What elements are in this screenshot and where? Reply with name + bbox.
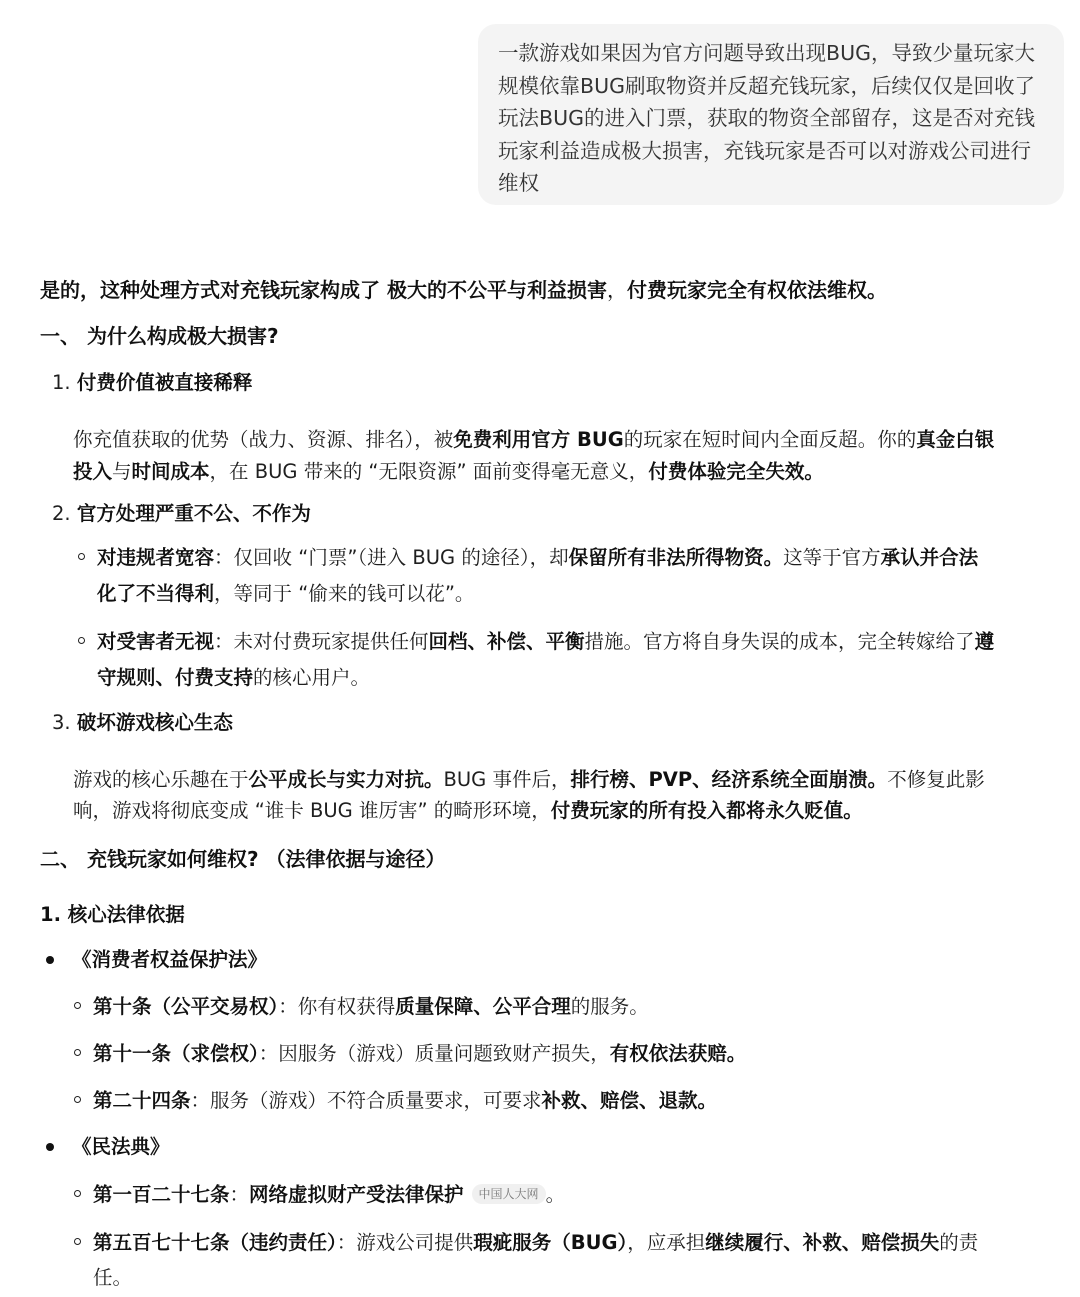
text: 时间成本 xyxy=(131,460,210,483)
text: 与 xyxy=(112,460,132,483)
text: 响，游戏将彻底变成 “谁卡 BUG 谁厉害” 的畸形环境， xyxy=(73,799,551,822)
intro-bold-2: 付费玩家完全有权依法维权。 xyxy=(626,278,887,302)
item1-paragraph-line xyxy=(73,458,824,486)
user-message-line: 规模依靠BUG刷取物资并反超充钱玩家，后续仅仅是回收了 xyxy=(498,73,1035,98)
item1-number: 1. xyxy=(52,371,71,394)
text: 投入 xyxy=(73,460,113,483)
text: 对受害者无视 xyxy=(97,630,215,653)
text: 公平成长与实力对抗。 xyxy=(248,768,444,791)
text: 继续履行、补救、赔偿损失 xyxy=(705,1231,940,1254)
text: ：游戏公司提供 xyxy=(336,1231,474,1254)
item2-heading xyxy=(52,500,311,528)
item3-paragraph-line xyxy=(73,797,863,825)
text: ： xyxy=(229,1183,250,1206)
law2-article-2 xyxy=(93,1229,978,1257)
item3-heading xyxy=(52,709,233,737)
text: 补救、赔偿、退款。 xyxy=(541,1089,718,1112)
law2-article-2-cont: 任。 xyxy=(93,1266,133,1289)
text: ：未对付费玩家提供任何 xyxy=(214,630,429,653)
section2-subheading: 1. 核心法律依据 xyxy=(40,903,185,926)
item2-subpoint-1-cont xyxy=(97,580,474,608)
text: 的责 xyxy=(939,1231,979,1254)
text: 质量保障、公平合理 xyxy=(395,995,571,1018)
item2-subpoint-2-cont xyxy=(97,664,370,692)
text: BUG 事件后， xyxy=(443,768,571,791)
text: 付费体验完全失效。 xyxy=(648,460,824,483)
text: 对违规者宽容 xyxy=(97,546,215,569)
text: 你充值获取的优势（战力、资源、排名），被 xyxy=(73,428,454,451)
text: 回档、补偿、平衡 xyxy=(428,630,585,653)
item1-paragraph-line xyxy=(73,426,994,454)
text: ：服务（游戏）不符合质量要求，可要求 xyxy=(190,1089,542,1112)
text: 第十条（公平交易权） xyxy=(93,995,279,1018)
item3-paragraph-line xyxy=(73,766,985,794)
text: 遵 xyxy=(974,630,995,653)
text: 守规则、付费支持 xyxy=(97,666,254,689)
text: ：仅回收 “门票”（进入 BUG 的途径），却 xyxy=(214,546,569,569)
text: 承认并合法 xyxy=(880,546,979,569)
text: ，应承担 xyxy=(627,1231,706,1254)
bullet-dot xyxy=(46,1143,54,1151)
text: 真金白银 xyxy=(916,428,995,451)
intro-bold: 是的，这种处理方式对充钱玩家构成了 极大的不公平与利益损害 xyxy=(40,278,607,302)
sub-bullet-circle xyxy=(78,553,85,560)
text: 的核心用户。 xyxy=(253,666,371,689)
sub-bullet-circle xyxy=(74,1096,81,1103)
law1-article-1 xyxy=(93,993,649,1021)
sub-bullet-circle xyxy=(74,1049,81,1056)
text: 瑕疵服务（BUG） xyxy=(473,1231,628,1254)
text: 的服务。 xyxy=(570,995,649,1018)
law2-name: 《民法典》 xyxy=(72,1135,170,1158)
text: 第一百二十七条 xyxy=(93,1183,230,1206)
source-citation-chip[interactable]: 中国人大网 xyxy=(472,1184,546,1204)
item3-number: 3. xyxy=(52,711,71,734)
text: 排行榜、PVP、经济系统全面崩溃。 xyxy=(570,768,888,791)
intro-comma: ， xyxy=(606,278,627,302)
user-message-line: 玩家利益造成极大损害，充钱玩家是否可以对游戏公司进行 xyxy=(498,138,1031,163)
section2-heading: 二、 充钱玩家如何维权? （法律依据与途径） xyxy=(40,847,446,871)
text: 措施。官方将自身失误的成本，完全转嫁给了 xyxy=(584,630,975,653)
law1-article-3 xyxy=(93,1087,717,1115)
text: ：你有权获得 xyxy=(278,995,396,1018)
sub-bullet-circle xyxy=(74,1002,81,1009)
text: ，等同于 “偷来的钱可以花”。 xyxy=(214,582,475,605)
user-message-bubble xyxy=(478,24,1064,205)
sub-bullet-circle xyxy=(78,637,85,644)
text: 保留所有非法所得物资。 xyxy=(568,546,784,569)
item1-heading xyxy=(52,369,252,397)
user-message-line: 维权 xyxy=(498,171,539,195)
text: 游戏的核心乐趣在于 xyxy=(73,768,249,791)
item2-subpoint-1 xyxy=(97,544,978,572)
text: 的玩家在短时间内全面反超。你的 xyxy=(623,428,917,451)
text: ：因服务（游戏）质量问题致财产损失， xyxy=(258,1042,610,1065)
text: 第二十四条 xyxy=(93,1089,191,1112)
law1-article-2 xyxy=(93,1040,746,1068)
text: 第十一条（求偿权） xyxy=(93,1042,259,1065)
item2-number: 2. xyxy=(52,502,71,525)
item3-title: 破坏游戏核心生态 xyxy=(76,711,233,734)
bullet-dot xyxy=(46,956,54,964)
text: 付费玩家的所有投入都将永久贬值。 xyxy=(550,799,863,822)
law1-name: 《消费者权益保护法》 xyxy=(72,948,268,971)
sub-bullet-circle xyxy=(74,1190,81,1197)
text: 有权依法获赔。 xyxy=(609,1042,747,1065)
item2-title: 官方处理严重不公、不作为 xyxy=(76,502,311,525)
answer-intro xyxy=(40,276,887,304)
text: 免费利用官方 BUG xyxy=(453,428,624,451)
section1-heading: 一、 为什么构成极大损害? xyxy=(40,324,279,348)
text: 网络虚拟财产受法律保护 xyxy=(249,1183,464,1206)
text: 。 xyxy=(545,1183,566,1206)
text: 不修复此影 xyxy=(887,768,985,791)
user-message-line: 一款游戏如果因为官方问题导致出现BUG，导致少量玩家大 xyxy=(498,41,1035,65)
text: 化了不当得利 xyxy=(97,582,215,605)
sub-bullet-circle xyxy=(74,1238,81,1245)
item2-subpoint-2 xyxy=(97,628,994,656)
item1-title: 付费价值被直接稀释 xyxy=(76,371,253,394)
text: ，在 BUG 带来的 “无限资源” 面前变得毫无意义， xyxy=(209,460,649,483)
text: 第五百七十七条（违约责任） xyxy=(93,1231,337,1254)
user-message-line: 玩法BUG的进入门票，获取的物资全部留存，这是否对充钱 xyxy=(498,106,1035,130)
law2-article-1 xyxy=(93,1181,565,1209)
text: 这等于官方 xyxy=(783,546,881,569)
